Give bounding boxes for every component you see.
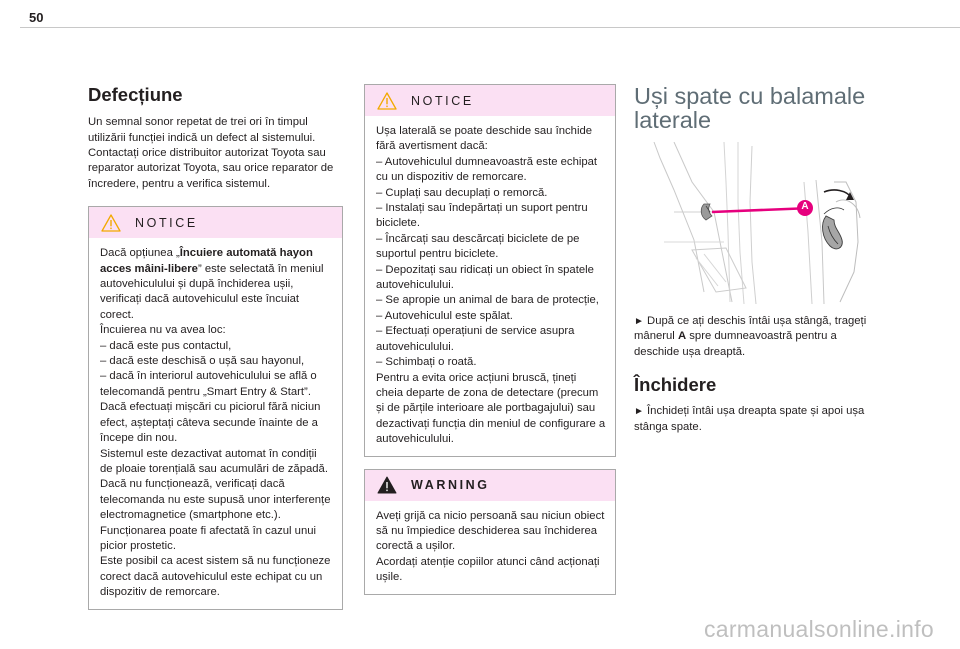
door-handle-drawing	[634, 142, 892, 304]
warning-body	[365, 501, 615, 594]
text-line: – dacă este pus contactul,	[100, 339, 232, 352]
text-line: – Autovehiculul dumneavoastră este echipat	[376, 155, 598, 168]
step-close-doors	[634, 404, 892, 435]
text-line: utilizării funcției indică un defect al sistemului.	[88, 131, 316, 144]
text-line: autovehiculului.	[376, 279, 454, 292]
left-column	[88, 84, 343, 610]
text-run: Închideți întâi ușa dreapta spate și apoi ușa	[643, 405, 865, 418]
text-line: Aveți grijă ca nicio persoană sau niciun obiect	[376, 509, 605, 522]
text-line: – Cuplați sau decuplați o remorcă.	[376, 186, 548, 199]
text-line: Încuierea nu va avea loc:	[100, 324, 226, 337]
text-line: – Depozitați sau ridicați un obiect în spatele	[376, 263, 594, 276]
text-line: telecomanda nu este supusă unor interferențe	[100, 493, 331, 506]
warning-triangle-icon	[101, 214, 121, 232]
text-run: După ce ați deschis întâi ușa stângă, trageți	[643, 315, 867, 327]
text-line: – Efectuați operațiuni de service asupra	[376, 325, 575, 338]
text-line: să nu împiedice deschiderea sau închiderea	[376, 524, 598, 537]
title-line: Uși spate cu balamale	[634, 83, 866, 109]
text-line: Sistemul este dezactivat automat în condiții	[100, 447, 317, 460]
text-line: Pentru a evita orice acțiuni bruscă, țineți	[376, 371, 577, 384]
text-run: ” este selectată în meniul	[197, 262, 324, 275]
text-line: suportul pentru biciclete.	[376, 248, 499, 261]
header-rule	[20, 27, 960, 28]
closing-heading: Închidere	[634, 374, 717, 396]
notice-box-left	[88, 206, 343, 609]
fault-heading: Defecțiune	[88, 84, 183, 105]
watermark: carmanualsonline.info	[703, 616, 934, 642]
notice-header	[89, 207, 342, 238]
text-line: – Instalați sau îndepărtați un suport pentru	[376, 202, 588, 215]
text-line: – Se apropie un animal de bara de protecție,	[376, 294, 599, 307]
handle-ref-bold: A	[677, 330, 687, 343]
text-line: Dacă efectuați mișcări cu piciorul fără niciun	[100, 401, 321, 414]
text-line: Un semnal sonor repetat de trei ori în timpul	[88, 116, 308, 129]
notice-body	[365, 116, 615, 456]
text-run: mânerul	[634, 330, 678, 343]
text-line: dispozitiv de remorcare.	[100, 586, 220, 599]
text-line: și de părțile interioare ale portbagajului) sau	[376, 402, 596, 415]
notice-header	[365, 85, 615, 116]
notice-label: NOTICE	[411, 93, 474, 108]
warning-triangle-icon	[377, 92, 397, 110]
text-line: – dacă este deschisă o ușă sau hayonul,	[100, 355, 305, 368]
text-line	[634, 314, 892, 329]
text-line: electromagnetice (smartphone etc.).	[100, 509, 281, 522]
text-line: corect dacă autovehiculul este echipat cu un	[100, 570, 323, 583]
text-line: autovehiculului.	[376, 433, 454, 446]
text-line: biciclete.	[376, 217, 420, 230]
warning-box	[364, 469, 616, 595]
notice-box-middle	[364, 84, 616, 457]
text-line: efect, așteptați câteva secunde înainte de a	[100, 416, 318, 429]
text-run: spre dumneavoastră pentru a	[686, 330, 837, 343]
text-line: telecomandă pentru „Smart Entry & Start”.	[100, 385, 311, 398]
callout-label-a: A	[801, 201, 809, 212]
right-column	[634, 84, 892, 435]
text-line: corectă a ușilor.	[376, 540, 456, 553]
text-line: – Autovehiculul este spălat.	[376, 309, 513, 322]
text-line: Funcționarea poate fi afectată în cazul unui	[100, 524, 317, 537]
middle-column	[364, 84, 616, 595]
text-line: cu un dispozitiv de remorcare.	[376, 171, 527, 184]
text-line: Ușa laterală se poate deschide sau închide	[376, 125, 593, 137]
text-line: ușile.	[376, 571, 403, 584]
text-line: autovehiculului și după închiderea ușii,	[100, 278, 294, 291]
text-line: – Schimbați o roată.	[376, 356, 477, 369]
section-title	[634, 84, 892, 132]
text-line: verificați dacă autovehiculul este încuiat	[100, 293, 300, 306]
text-line	[634, 404, 892, 419]
text-line: dezactivați funcția din meniul de configurare a	[376, 417, 606, 430]
text-line: – dacă în interiorul autovehiculului se află o	[100, 370, 317, 383]
text-line	[634, 329, 892, 344]
warning-label: WARNING	[411, 478, 490, 493]
text-line: Acordați atenție copiilor atunci când acționați	[376, 555, 600, 568]
text-line: cheia departe de zona de detectare (precum	[376, 386, 599, 399]
text-line: picior prostetic.	[100, 539, 176, 552]
warning-header	[365, 470, 615, 501]
text-line: deschide ușa dreaptă.	[634, 345, 746, 358]
rear-door-illustration	[634, 142, 892, 304]
text-line: Dacă nu funcționează, verificați dacă	[100, 478, 285, 491]
notice-body	[89, 238, 342, 608]
text-line: corect.	[100, 308, 134, 321]
page-number: 50	[29, 10, 44, 25]
text-line: începe din nou.	[100, 432, 178, 445]
text-run: Dacă opțiunea „	[100, 247, 180, 260]
text-line: încredere, pentru a verifica sistemul.	[88, 177, 271, 190]
bullet-arrow-icon: ►	[634, 406, 644, 418]
option-name-bold: acces mâini-libere	[100, 262, 198, 275]
text-line: Contactați orice distribuitor autorizat Toyota sau	[88, 147, 326, 159]
text-line	[100, 246, 331, 261]
option-name-bold: Încuiere automată hayon	[179, 247, 313, 260]
text-line: Este posibil ca acest sistem să nu funcționeze	[100, 555, 331, 568]
text-line: fără avertisment dacă:	[376, 140, 488, 153]
notice-label: NOTICE	[135, 215, 198, 230]
text-line: reparator autorizat Toyota, sau orice reparator de	[88, 162, 334, 175]
fault-intro	[88, 115, 343, 192]
warning-triangle-filled-icon	[377, 476, 397, 494]
text-line: autovehiculului.	[376, 340, 454, 353]
text-line: stânga spate.	[634, 420, 702, 433]
text-line: de ploaie torențială sau acumulări de zăpadă.	[100, 462, 328, 475]
title-line: laterale	[634, 107, 712, 133]
text-line	[100, 262, 331, 277]
step-open-right-door	[634, 314, 892, 360]
text-line: – Încărcați sau descărcați biciclete de pe	[376, 232, 580, 245]
bullet-arrow-icon: ►	[634, 316, 644, 327]
